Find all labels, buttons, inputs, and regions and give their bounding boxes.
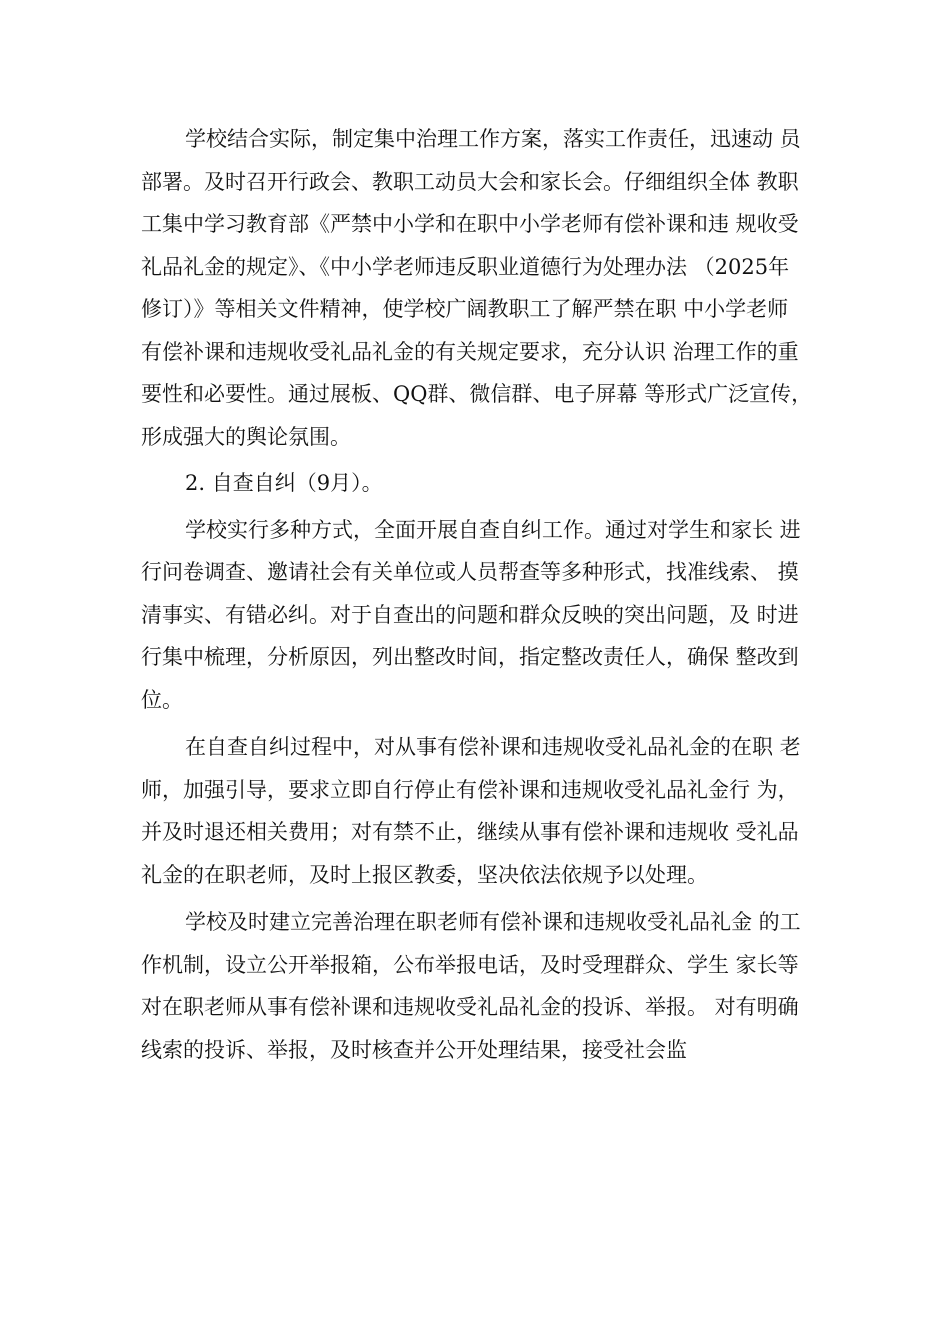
paragraph-mobilization bbox=[141, 118, 821, 458]
text-line: 形成强大的舆论氛围。 bbox=[141, 424, 351, 449]
text-line: 要性和必要性。通过展板、QQ群、微信群、电子屏幕 等形式广泛宣传， bbox=[141, 382, 813, 406]
text-line: 师，加强引导，要求立即自行停止有偿补课和违规收受礼品礼金行 为， bbox=[141, 777, 799, 802]
text-line: 行集中梳理，分析原因，列出整改时间，指定整改责任人，确保 整改到 bbox=[141, 645, 799, 669]
paragraph-work-mechanism bbox=[141, 901, 821, 1071]
text-line: 清事实、有错必纠。对于自查出的问题和群众反映的突出问题，及 时进 bbox=[141, 602, 799, 627]
text-line: 工集中学习教育部《严禁中小学和在职中小学老师有偿补课和违 规收受 bbox=[141, 212, 799, 236]
text-line: 位。 bbox=[141, 687, 183, 712]
text-line: 学校结合实际，制定集中治理工作方案，落实工作责任，迅速动 员 bbox=[185, 127, 801, 151]
text-line: 并及时退还相关费用；对有禁不止，继续从事有偿补课和违规收 受礼品 bbox=[141, 820, 799, 844]
text-line: 学校实行多种方式，全面开展自查自纠工作。通过对学生和家长 进 bbox=[185, 517, 801, 542]
text-line: 修订）》等相关文件精神，使学校广阔教职工了解严禁在职 中小学老师 bbox=[141, 297, 789, 321]
text-line: 作机制，设立公开举报箱，公布举报电话，及时受理群众、学生 家长等 bbox=[141, 952, 799, 977]
text-line: 礼品礼金的规定》、《中小学老师违反职业道德行为处理办法 （2025年 bbox=[141, 254, 790, 279]
text-line: 部署。及时召开行政会、教职工动员大会和家长会。仔细组织全体 教职 bbox=[141, 169, 799, 194]
text-line: 线索的投诉、举报，及时核查并公开处理结果，接受社会监 bbox=[141, 1037, 687, 1062]
paragraph-self-check-methods bbox=[141, 509, 821, 722]
text-line: 学校及时建立完善治理在职老师有偿补课和违规收受礼品礼金 的工 bbox=[185, 910, 801, 934]
text-line: 在自查自纠过程中，对从事有偿补课和违规收受礼品礼金的在职 老 bbox=[185, 735, 801, 759]
section-heading: 2. 自查自纠（9月）。 bbox=[185, 471, 383, 495]
section-heading-self-check bbox=[141, 462, 821, 505]
text-line: 行问卷调查、邀请社会有关单位或人员帮查等多种形式，找准线索、 摸 bbox=[141, 560, 799, 584]
document-body bbox=[141, 118, 821, 1071]
paragraph-self-check-process bbox=[141, 726, 821, 896]
text-line: 礼金的在职老师，及时上报区教委，坚决依法依规予以处理。 bbox=[141, 862, 708, 887]
text-line: 有偿补课和违规收受礼品礼金的有关规定要求，充分认识 治理工作的重 bbox=[141, 339, 799, 364]
text-line: 对在职老师从事有偿补课和违规收受礼品礼金的投诉、举报。 对有明确 bbox=[141, 995, 799, 1019]
